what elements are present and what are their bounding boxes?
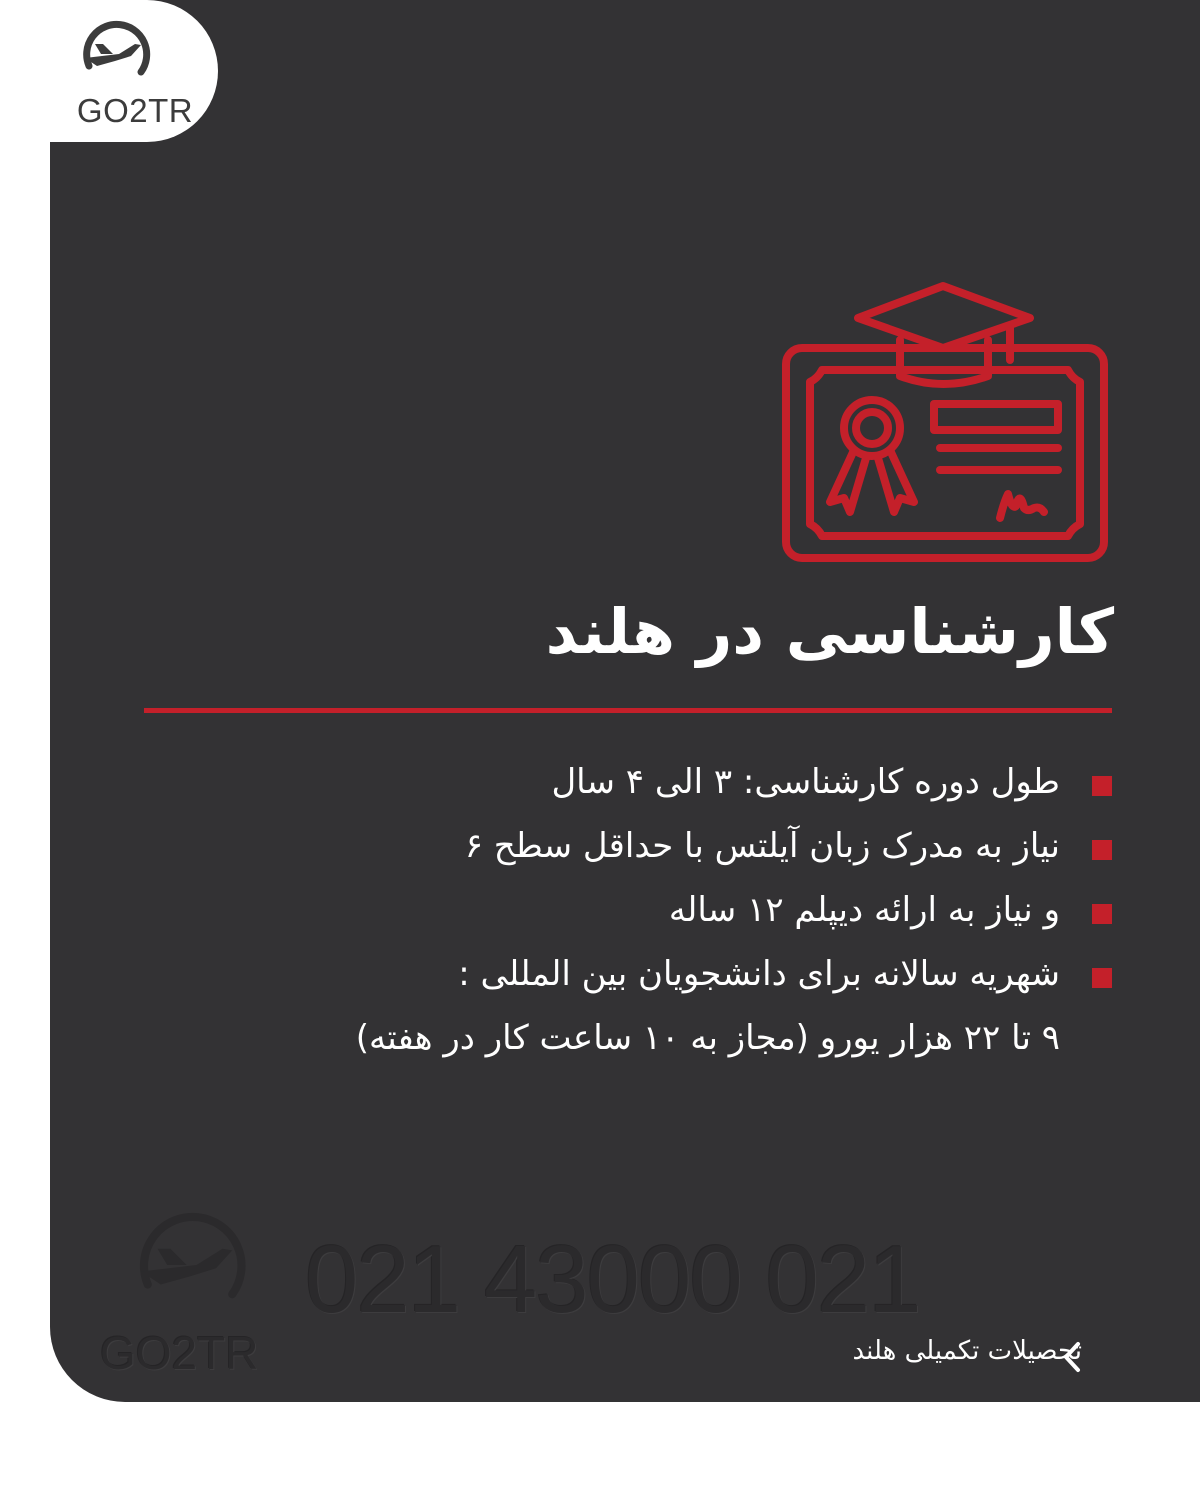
watermark-logo-icon bbox=[125, 1200, 255, 1330]
list-item bbox=[212, 942, 1112, 1070]
list-item bbox=[212, 750, 1112, 814]
list-item-continuation: ۹ تا ۲۲ هزار یورو (مجاز به ۱۰ ساعت کار در هفته) bbox=[355, 1018, 1060, 1058]
bullet-square-icon bbox=[1092, 968, 1112, 988]
list-item bbox=[212, 878, 1112, 942]
bullet-square-icon bbox=[1092, 840, 1112, 860]
logo-text: GO2TR bbox=[76, 92, 194, 129]
list-item-text: و نیاز به ارائه دیپلم ۱۲ ساله bbox=[668, 890, 1060, 930]
graduation-certificate-icon bbox=[778, 280, 1112, 570]
content-card bbox=[50, 0, 1200, 1402]
list-item-text: شهریه سالانه برای دانشجویان بین المللی : bbox=[458, 954, 1060, 994]
bullet-square-icon bbox=[1092, 776, 1112, 796]
title-divider bbox=[144, 708, 1112, 713]
bullet-square-icon bbox=[1092, 904, 1112, 924]
watermark-phone: 021 43000 021 bbox=[305, 1226, 920, 1333]
list-item-text: نیاز به مدرک زبان آیلتس با حداقل سطح ۶ bbox=[464, 826, 1060, 866]
info-list bbox=[212, 750, 1112, 1070]
chevron-left-icon[interactable] bbox=[1060, 1340, 1084, 1374]
page-title: کارشناسی در هلند bbox=[545, 595, 1114, 668]
list-item-text: طول دوره کارشناسی: ۳ الی ۴ سال bbox=[551, 762, 1060, 802]
watermark-brand: GO2TR bbox=[100, 1327, 259, 1379]
list-item bbox=[212, 814, 1112, 878]
more-info-link[interactable]: تحصیلات تکمیلی هلند bbox=[852, 1336, 1082, 1366]
plane-logo-icon bbox=[75, 14, 155, 94]
